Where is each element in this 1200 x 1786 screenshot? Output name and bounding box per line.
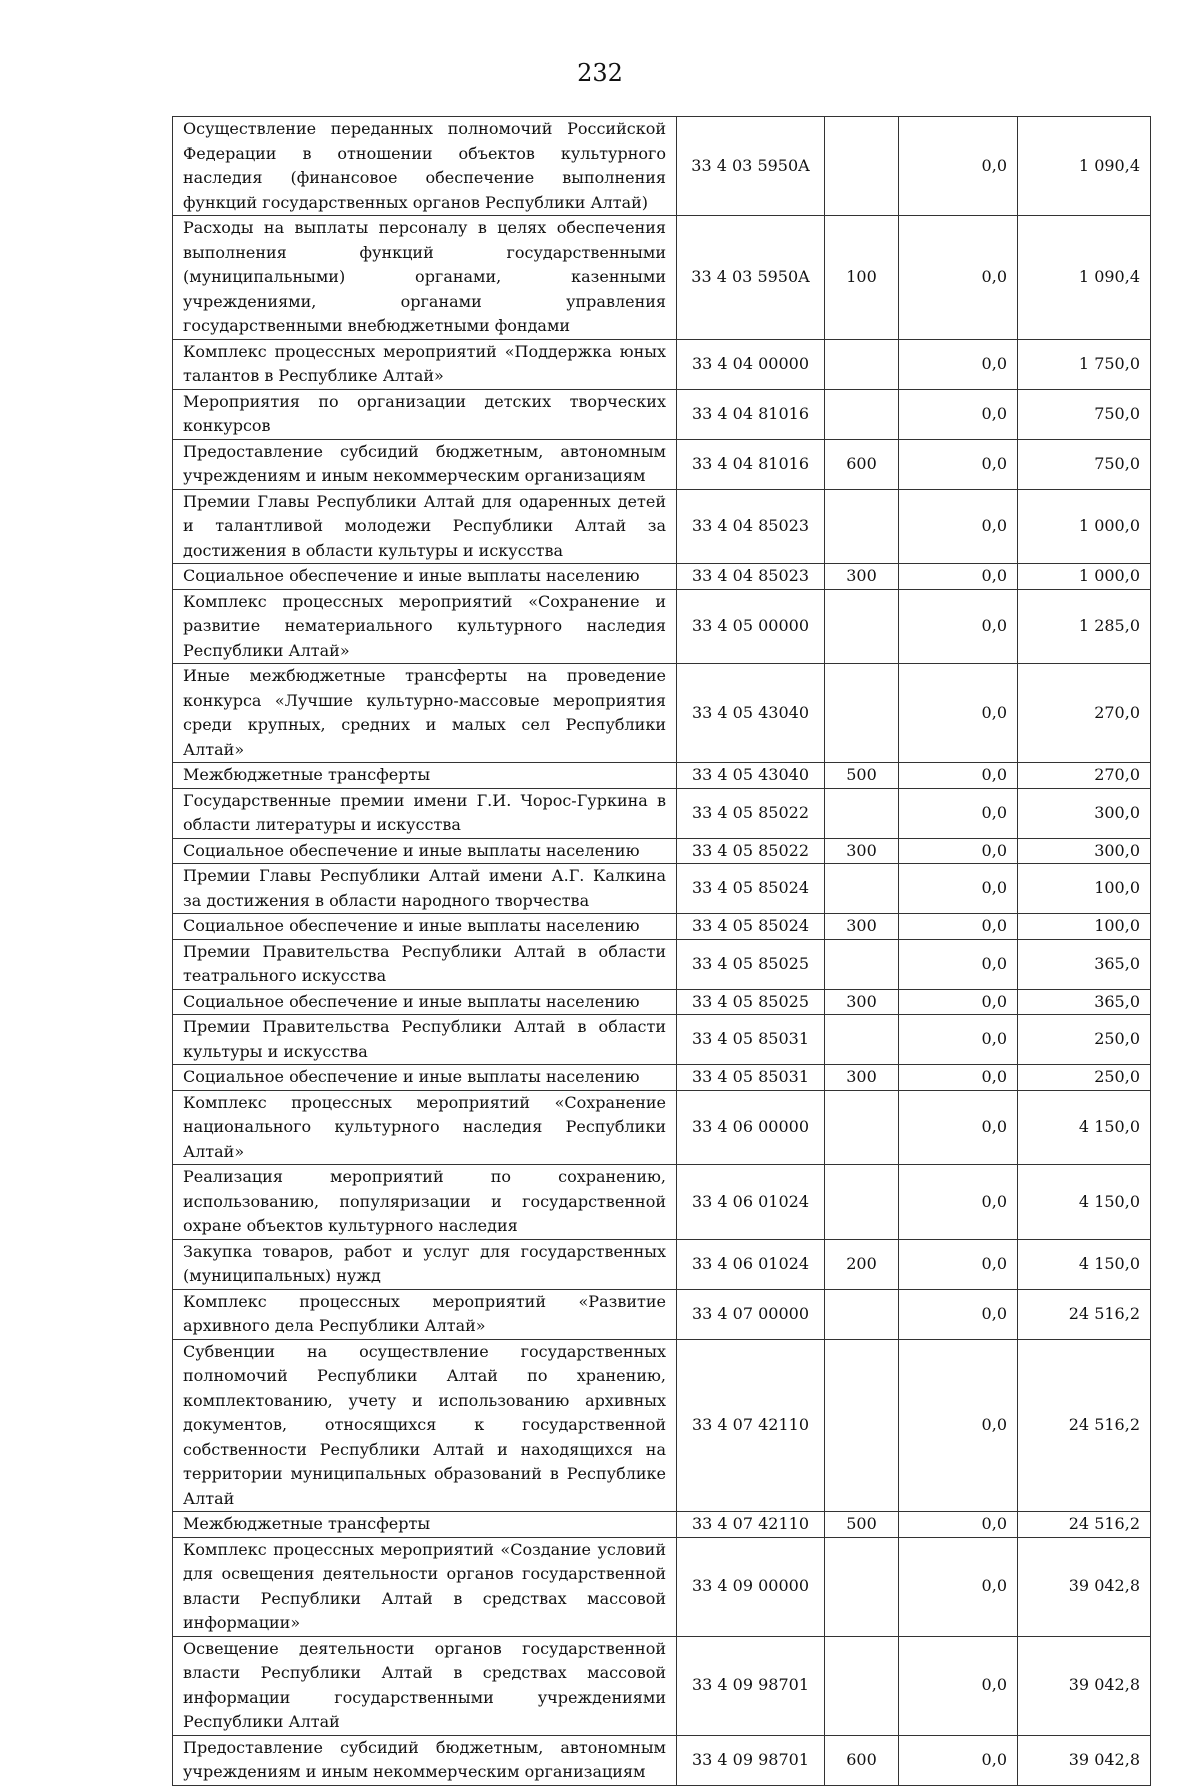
row-expense-type-cell — [825, 788, 899, 838]
row-expense-type-cell — [825, 1015, 899, 1065]
row-name-cell: Расходы на выплаты персоналу в целях обеспечения выполнения функций государственными (муниципальными) органами, казенными учреждениями, органами управления государственными внебюджетными фондами — [173, 216, 677, 340]
row-amount-1-cell: 0,0 — [899, 1735, 1018, 1785]
table-row — [173, 439, 1151, 489]
table-row — [173, 489, 1151, 564]
row-amount-1-cell: 0,0 — [899, 564, 1018, 590]
row-code-cell: 33 4 05 85022 — [677, 838, 825, 864]
row-name-cell: Предоставление субсидий бюджетным, автономным учреждениям и иным некоммерческим организациям — [173, 439, 677, 489]
row-code-cell: 33 4 07 42110 — [677, 1512, 825, 1538]
row-name-cell: Иные межбюджетные трансферты на проведение конкурса «Лучшие культурно-массовые мероприятия среди крупных, средних и малых сел Республики Алтай» — [173, 664, 677, 763]
row-expense-type-cell: 500 — [825, 763, 899, 789]
row-amount-2-cell: 270,0 — [1018, 763, 1151, 789]
row-amount-2-cell: 39 042,8 — [1018, 1537, 1151, 1636]
row-amount-2-cell: 1 000,0 — [1018, 564, 1151, 590]
table-row — [173, 1090, 1151, 1165]
table-row — [173, 389, 1151, 439]
row-code-cell: 33 4 05 43040 — [677, 763, 825, 789]
row-code-cell: 33 4 04 81016 — [677, 389, 825, 439]
row-amount-1-cell: 0,0 — [899, 939, 1018, 989]
row-code-cell: 33 4 04 00000 — [677, 339, 825, 389]
row-amount-1-cell: 0,0 — [899, 1090, 1018, 1165]
row-code-cell: 33 4 05 85024 — [677, 914, 825, 940]
row-amount-1-cell: 0,0 — [899, 1065, 1018, 1091]
table-row — [173, 1165, 1151, 1240]
row-name-cell: Комплекс процессных мероприятий «Развитие архивного дела Республики Алтай» — [173, 1289, 677, 1339]
row-name-cell: Комплекс процессных мероприятий «Поддержка юных талантов в Республике Алтай» — [173, 339, 677, 389]
row-amount-1-cell: 0,0 — [899, 216, 1018, 340]
row-code-cell: 33 4 07 00000 — [677, 1289, 825, 1339]
row-expense-type-cell — [825, 1289, 899, 1339]
table-row — [173, 1512, 1151, 1538]
row-amount-1-cell: 0,0 — [899, 389, 1018, 439]
row-code-cell: 33 4 05 00000 — [677, 589, 825, 664]
row-amount-2-cell: 1 090,4 — [1018, 117, 1151, 216]
row-name-cell: Премии Главы Республики Алтай для одаренных детей и талантливой молодежи Республики Алтай за достижения в области культуры и искусства — [173, 489, 677, 564]
row-expense-type-cell — [825, 589, 899, 664]
row-amount-2-cell: 24 516,2 — [1018, 1289, 1151, 1339]
row-expense-type-cell — [825, 939, 899, 989]
row-code-cell: 33 4 09 00000 — [677, 1537, 825, 1636]
row-amount-1-cell: 0,0 — [899, 1165, 1018, 1240]
row-name-cell: Социальное обеспечение и иные выплаты населению — [173, 564, 677, 590]
row-name-cell: Комплекс процессных мероприятий «Создание условий для освещения деятельности органов государственной власти Республики Алтай в средствах массовой информации» — [173, 1537, 677, 1636]
row-amount-1-cell: 0,0 — [899, 339, 1018, 389]
row-amount-1-cell: 0,0 — [899, 763, 1018, 789]
row-name-cell: Социальное обеспечение и иные выплаты населению — [173, 989, 677, 1015]
row-expense-type-cell — [825, 339, 899, 389]
row-amount-1-cell: 0,0 — [899, 1537, 1018, 1636]
row-amount-2-cell: 300,0 — [1018, 788, 1151, 838]
row-name-cell: Предоставление субсидий бюджетным, автономным учреждениям и иным некоммерческим организациям — [173, 1735, 677, 1785]
row-amount-1-cell: 0,0 — [899, 838, 1018, 864]
row-code-cell: 33 4 04 85023 — [677, 564, 825, 590]
row-expense-type-cell: 500 — [825, 1512, 899, 1538]
row-name-cell: Осуществление переданных полномочий Российской Федерации в отношении объектов культурного наследия (финансовое обеспечение выполнения функций государственных органов Республики Алтай) — [173, 117, 677, 216]
row-expense-type-cell: 600 — [825, 439, 899, 489]
table-row — [173, 838, 1151, 864]
row-amount-2-cell: 300,0 — [1018, 838, 1151, 864]
row-amount-1-cell: 0,0 — [899, 989, 1018, 1015]
row-name-cell: Государственные премии имени Г.И. Чорос-Гуркина в области литературы и искусства — [173, 788, 677, 838]
row-amount-2-cell: 4 150,0 — [1018, 1239, 1151, 1289]
row-amount-1-cell: 0,0 — [899, 864, 1018, 914]
row-amount-2-cell: 24 516,2 — [1018, 1339, 1151, 1512]
row-amount-2-cell: 100,0 — [1018, 864, 1151, 914]
table-row — [173, 914, 1151, 940]
row-amount-2-cell: 1 000,0 — [1018, 489, 1151, 564]
row-expense-type-cell — [825, 1165, 899, 1240]
row-expense-type-cell: 300 — [825, 838, 899, 864]
table-row — [173, 117, 1151, 216]
row-amount-2-cell: 1 750,0 — [1018, 339, 1151, 389]
row-name-cell: Межбюджетные трансферты — [173, 763, 677, 789]
row-amount-1-cell: 0,0 — [899, 914, 1018, 940]
row-amount-1-cell: 0,0 — [899, 1015, 1018, 1065]
row-code-cell: 33 4 05 85031 — [677, 1015, 825, 1065]
row-expense-type-cell — [825, 1090, 899, 1165]
row-code-cell: 33 4 05 85024 — [677, 864, 825, 914]
table-row — [173, 864, 1151, 914]
budget-table — [172, 116, 1151, 1786]
row-amount-2-cell: 1 285,0 — [1018, 589, 1151, 664]
row-code-cell: 33 4 03 5950A — [677, 117, 825, 216]
row-amount-2-cell: 750,0 — [1018, 389, 1151, 439]
row-amount-2-cell: 4 150,0 — [1018, 1165, 1151, 1240]
table-row — [173, 1065, 1151, 1091]
row-name-cell: Освещение деятельности органов государственной власти Республики Алтай в средствах массовой информации государственными учреждениями Республики Алтай — [173, 1636, 677, 1735]
row-amount-2-cell: 39 042,8 — [1018, 1735, 1151, 1785]
row-amount-2-cell: 750,0 — [1018, 439, 1151, 489]
table-row — [173, 589, 1151, 664]
row-code-cell: 33 4 05 85022 — [677, 788, 825, 838]
row-expense-type-cell — [825, 489, 899, 564]
row-amount-1-cell: 0,0 — [899, 1239, 1018, 1289]
row-name-cell: Межбюджетные трансферты — [173, 1512, 677, 1538]
row-amount-1-cell: 0,0 — [899, 117, 1018, 216]
row-amount-1-cell: 0,0 — [899, 664, 1018, 763]
row-amount-2-cell: 270,0 — [1018, 664, 1151, 763]
table-row — [173, 1289, 1151, 1339]
row-code-cell: 33 4 05 85025 — [677, 939, 825, 989]
row-expense-type-cell — [825, 664, 899, 763]
row-code-cell: 33 4 06 01024 — [677, 1165, 825, 1240]
row-code-cell: 33 4 04 81016 — [677, 439, 825, 489]
row-name-cell: Премии Правительства Республики Алтай в области театрального искусства — [173, 939, 677, 989]
row-code-cell: 33 4 05 43040 — [677, 664, 825, 763]
row-expense-type-cell — [825, 1537, 899, 1636]
row-code-cell: 33 4 05 85025 — [677, 989, 825, 1015]
row-expense-type-cell — [825, 1339, 899, 1512]
table-row — [173, 1339, 1151, 1512]
row-amount-2-cell: 1 090,4 — [1018, 216, 1151, 340]
row-expense-type-cell: 600 — [825, 1735, 899, 1785]
row-name-cell: Премии Правительства Республики Алтай в области культуры и искусства — [173, 1015, 677, 1065]
row-name-cell: Комплекс процессных мероприятий «Сохранение национального культурного наследия Республики Алтай» — [173, 1090, 677, 1165]
table-row — [173, 1537, 1151, 1636]
row-code-cell: 33 4 07 42110 — [677, 1339, 825, 1512]
row-expense-type-cell — [825, 1636, 899, 1735]
row-expense-type-cell — [825, 864, 899, 914]
row-amount-1-cell: 0,0 — [899, 1289, 1018, 1339]
row-amount-2-cell: 250,0 — [1018, 1065, 1151, 1091]
row-name-cell: Мероприятия по организации детских творческих конкурсов — [173, 389, 677, 439]
row-name-cell: Социальное обеспечение и иные выплаты населению — [173, 838, 677, 864]
row-amount-1-cell: 0,0 — [899, 1636, 1018, 1735]
row-expense-type-cell: 300 — [825, 914, 899, 940]
row-amount-1-cell: 0,0 — [899, 589, 1018, 664]
row-code-cell: 33 4 05 85031 — [677, 1065, 825, 1091]
row-name-cell: Субвенции на осуществление государственных полномочий Республики Алтай по хранению, комплектованию, учету и использованию архивных документов, относящихся к государственной собственности Республики Алтай и находящихся на территории муниципальных образований в Республике Алтай — [173, 1339, 677, 1512]
table-row — [173, 989, 1151, 1015]
row-amount-2-cell: 24 516,2 — [1018, 1512, 1151, 1538]
row-amount-2-cell: 100,0 — [1018, 914, 1151, 940]
row-code-cell: 33 4 09 98701 — [677, 1735, 825, 1785]
row-expense-type-cell: 200 — [825, 1239, 899, 1289]
row-code-cell: 33 4 06 01024 — [677, 1239, 825, 1289]
row-amount-2-cell: 365,0 — [1018, 989, 1151, 1015]
row-code-cell: 33 4 06 00000 — [677, 1090, 825, 1165]
row-name-cell: Закупка товаров, работ и услуг для государственных (муниципальных) нужд — [173, 1239, 677, 1289]
table-row — [173, 939, 1151, 989]
row-amount-2-cell: 4 150,0 — [1018, 1090, 1151, 1165]
table-row — [173, 763, 1151, 789]
row-code-cell: 33 4 03 5950A — [677, 216, 825, 340]
page-number: 232 — [577, 59, 623, 87]
row-expense-type-cell: 300 — [825, 1065, 899, 1091]
table-row — [173, 216, 1151, 340]
row-name-cell: Социальное обеспечение и иные выплаты населению — [173, 1065, 677, 1091]
row-code-cell: 33 4 09 98701 — [677, 1636, 825, 1735]
row-amount-1-cell: 0,0 — [899, 788, 1018, 838]
row-expense-type-cell — [825, 389, 899, 439]
row-amount-1-cell: 0,0 — [899, 1512, 1018, 1538]
row-expense-type-cell: 300 — [825, 564, 899, 590]
row-amount-2-cell: 250,0 — [1018, 1015, 1151, 1065]
row-name-cell: Реализация мероприятий по сохранению, использованию, популяризации и государственной охране объектов культурного наследия — [173, 1165, 677, 1240]
table-row — [173, 1735, 1151, 1785]
row-expense-type-cell: 300 — [825, 989, 899, 1015]
table-row — [173, 664, 1151, 763]
row-amount-2-cell: 39 042,8 — [1018, 1636, 1151, 1735]
table-row — [173, 788, 1151, 838]
row-amount-1-cell: 0,0 — [899, 489, 1018, 564]
row-name-cell: Социальное обеспечение и иные выплаты населению — [173, 914, 677, 940]
row-name-cell: Комплекс процессных мероприятий «Сохранение и развитие нематериального культурного наследия Республики Алтай» — [173, 589, 677, 664]
row-name-cell: Премии Главы Республики Алтай имени А.Г. Калкина за достижения в области народного творчества — [173, 864, 677, 914]
row-expense-type-cell — [825, 117, 899, 216]
table-row — [173, 1239, 1151, 1289]
budget-table-body — [173, 117, 1151, 1786]
row-code-cell: 33 4 04 85023 — [677, 489, 825, 564]
row-amount-1-cell: 0,0 — [899, 439, 1018, 489]
table-row — [173, 339, 1151, 389]
row-amount-2-cell: 365,0 — [1018, 939, 1151, 989]
row-expense-type-cell: 100 — [825, 216, 899, 340]
row-amount-1-cell: 0,0 — [899, 1339, 1018, 1512]
table-row — [173, 1636, 1151, 1735]
table-row — [173, 1015, 1151, 1065]
table-row — [173, 564, 1151, 590]
